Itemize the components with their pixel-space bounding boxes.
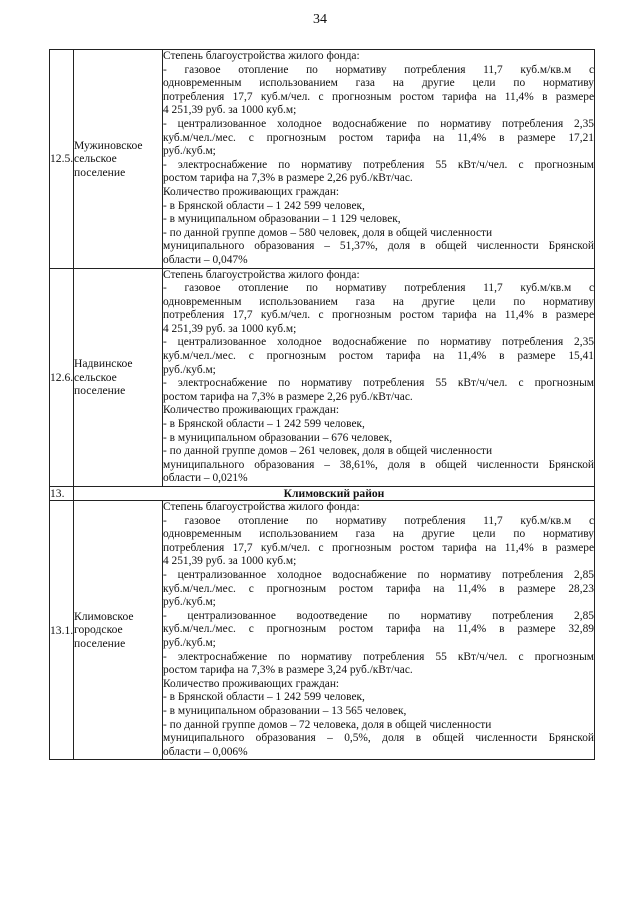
settlement-name-line: Мужиновское [74,138,143,152]
settlement-name [74,268,163,487]
description-line: - в Брянской области – 1 242 599 человек, [163,691,365,704]
housing-description [163,268,595,487]
description-line: - по данной группе домов – 72 человека, доля в общей численности [163,718,492,731]
housing-table [49,49,595,760]
description-line: ростом тарифа на 7,3% в размере 2,26 руб./кВт/час. [163,172,413,185]
description-line: руб./куб.м; [163,145,216,158]
settlement-name-line: Климовское [74,609,134,623]
description-line: - в муниципальном образовании – 13 565 человек, [163,704,407,717]
description-line: муниципального образования – 0,5%, доля в общей численности Брянской [163,732,594,745]
description-line: ростом тарифа на 7,3% в размере 2,26 руб./кВт/час. [163,390,413,403]
table-row [50,501,595,760]
description-line: одновременным использованием газа на другие цели по нормативу [163,528,594,541]
row-number: 13.1. [50,501,74,760]
description-line: - по данной группе домов – 261 человек, доля в общей численности [163,445,493,458]
row-number: 12.5. [50,50,74,269]
description-line: одновременным использованием газа на другие цели по нормативу [163,77,594,90]
description-line: муниципального образования – 38,61%, доля в общей численности Брянской [163,458,594,471]
description-line: Количество проживающих граждан: [163,185,340,198]
settlement-name-line: Надвинское [74,357,133,370]
description-line: одновременным использованием газа на другие цели по нормативу [163,295,594,308]
table-row [50,268,595,487]
description-line: - электроснабжение по нормативу потребления 55 кВт/ч/чел. с прогнозным [163,650,594,663]
description-line: - по данной группе домов – 580 человек, доля в общей численности [163,226,493,239]
description-line: куб.м/чел./мес. с прогнозным ростом тарифа на 11,4% в размере 15,41 [163,350,594,363]
table-row [50,50,595,269]
description-line: Количество проживающих граждан: [163,404,340,417]
description-line: потребления 17,7 куб.м/чел. с прогнозным ростом тарифа на 11,4% в размере [163,90,594,103]
description-line: руб./куб.м; [163,636,216,649]
description-line: области – 0,047% [163,253,248,266]
description-line: Степень благоустройства жилого фонда: [163,268,360,281]
description-line: 4 251,39 руб. за 1000 куб.м; [163,104,297,117]
description-line: - централизованное холодное водоснабжение по нормативу потребления 2,35 [163,336,594,349]
housing-description [163,50,595,269]
description-line: - централизованное холодное водоснабжение по нормативу потребления 2,85 [163,568,594,581]
description-line: руб./куб.м; [163,596,216,609]
settlement-name [74,501,163,760]
description-line: - в муниципальном образовании – 1 129 человек, [163,213,401,226]
page-number: 34 [313,12,327,27]
housing-description [163,501,595,760]
description-line: куб.м/чел./мес. с прогнозным ростом тарифа на 11,4% в размере 28,23 [163,582,594,595]
description-line: - в муниципальном образовании – 676 человек, [163,431,393,444]
description-line: области – 0,006% [163,745,248,758]
description-line: - электроснабжение по нормативу потребления 55 кВт/ч/чел. с прогнозным [163,158,594,171]
description-line: - централизованное водоотведение по нормативу потребления 2,85 [163,609,594,622]
section-number: 13. [50,487,74,501]
settlement-name-line: поселение [74,384,126,397]
description-line: области – 0,021% [163,472,248,485]
description-line: куб.м/чел./мес. с прогнозным ростом тарифа на 11,4% в размере 32,89 [163,623,594,636]
description-line: 4 251,39 руб. за 1000 куб.м; [163,322,297,335]
settlement-name-line: поселение [74,636,126,650]
description-line: руб./куб.м; [163,363,216,376]
description-line: ростом тарифа на 7,3% в размере 3,24 руб./кВт/час. [163,664,413,677]
description-line: куб.м/чел./мес. с прогнозным ростом тарифа на 11,4% в размере 17,21 [163,131,594,144]
description-line: - электроснабжение по нормативу потребления 55 кВт/ч/чел. с прогнозным [163,377,594,390]
description-line: муниципального образования – 51,37%, доля в общей численности Брянской [163,240,594,253]
description-line: Степень благоустройства жилого фонда: [163,50,360,62]
settlement-name-line: сельское [74,152,117,165]
section-title: Климовский район [74,487,595,501]
description-line: - газовое отопление по нормативу потребления 11,7 куб.м/кв.м с [163,282,594,295]
row-number: 12.6. [50,268,74,487]
settlement-name-line: поселение [74,165,126,179]
settlement-name [74,50,163,269]
section-row [50,487,595,501]
description-line: - в Брянской области – 1 242 599 человек, [163,199,365,212]
description-line: потребления 17,7 куб.м/чел. с прогнозным ростом тарифа на 11,4% в размере [163,541,594,554]
description-line: потребления 17,7 куб.м/чел. с прогнозным ростом тарифа на 11,4% в размере [163,309,594,322]
description-line: - газовое отопление по нормативу потребления 11,7 куб.м/кв.м с [163,514,594,527]
settlement-name-line: сельское [74,370,117,384]
description-line: 4 251,39 руб. за 1000 куб.м; [163,555,297,568]
description-line: Количество проживающих граждан: [163,677,340,690]
description-line: - централизованное холодное водоснабжение по нормативу потребления 2,35 [163,117,594,130]
description-line: - в Брянской области – 1 242 599 человек, [163,418,365,431]
description-line: Степень благоустройства жилого фонда: [163,501,360,513]
settlement-name-line: городское [74,623,123,637]
description-line: - газовое отопление по нормативу потребления 11,7 куб.м/кв.м с [163,63,594,76]
